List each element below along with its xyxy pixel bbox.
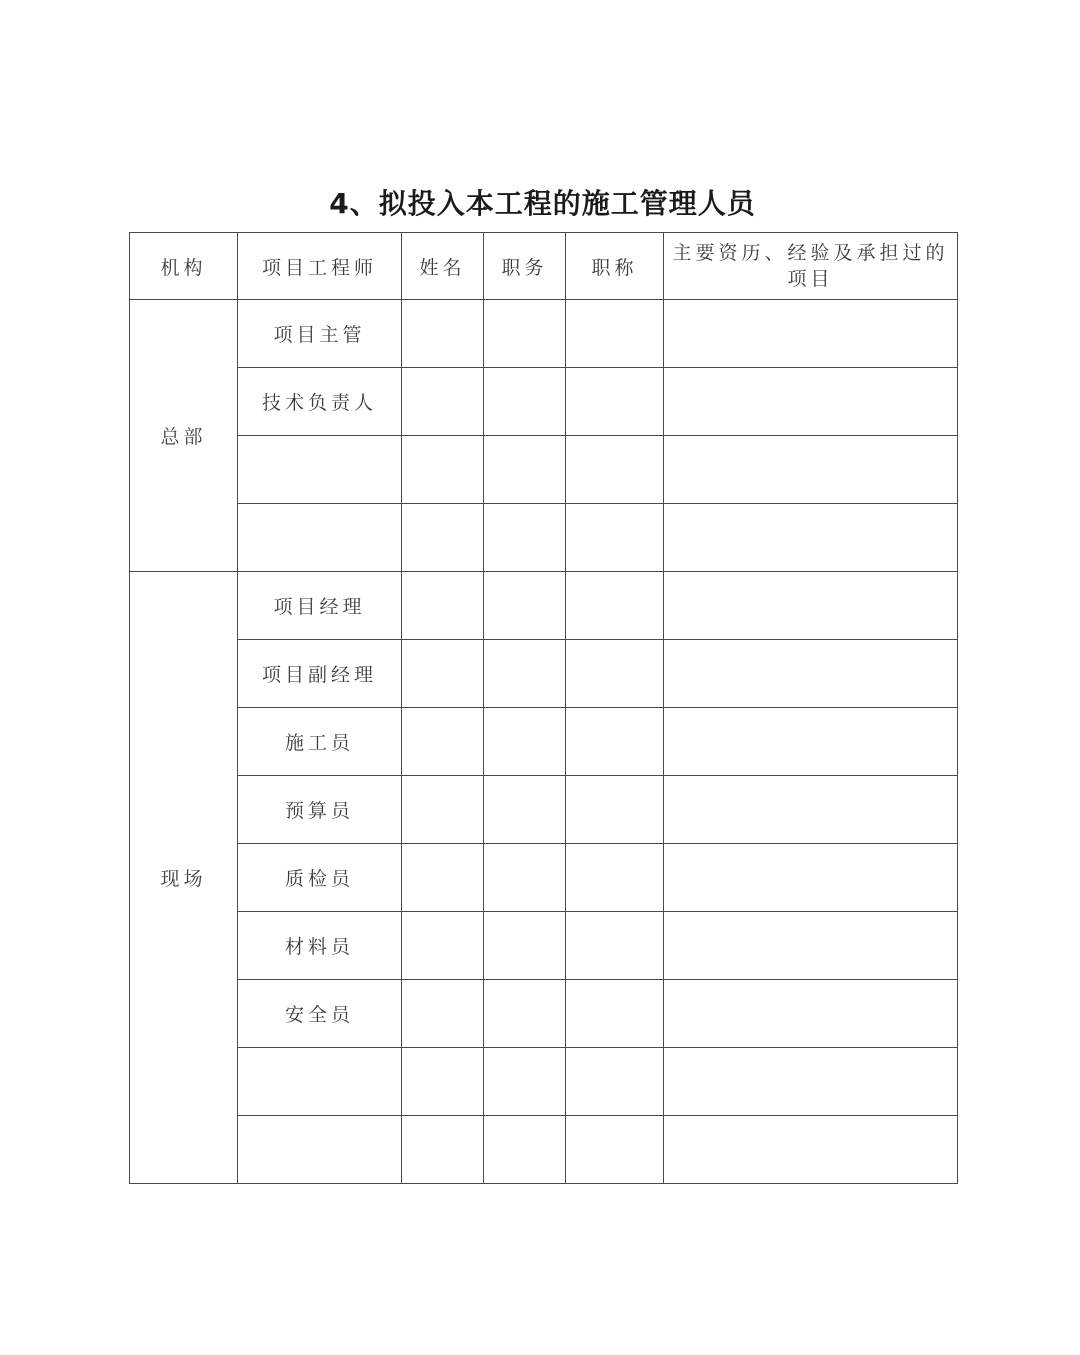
rank-cell[interactable] [566, 368, 664, 436]
role-cell [238, 504, 402, 572]
role-cell [238, 1116, 402, 1184]
name-cell[interactable] [402, 436, 484, 504]
experience-cell[interactable] [664, 980, 958, 1048]
role-cell: 安全员 [238, 980, 402, 1048]
experience-cell[interactable] [664, 368, 958, 436]
role-cell: 施工员 [238, 708, 402, 776]
header-org: 机构 [130, 233, 238, 300]
table-row [130, 912, 958, 980]
name-cell[interactable] [402, 708, 484, 776]
role-cell: 项目主管 [238, 300, 402, 368]
table-row [130, 708, 958, 776]
rank-cell[interactable] [566, 776, 664, 844]
name-cell[interactable] [402, 1048, 484, 1116]
header-engineer: 项目工程师 [238, 233, 402, 300]
name-cell[interactable] [402, 776, 484, 844]
table-row [130, 436, 958, 504]
experience-cell[interactable] [664, 844, 958, 912]
experience-cell[interactable] [664, 1116, 958, 1184]
position-cell[interactable] [484, 436, 566, 504]
role-cell: 项目副经理 [238, 640, 402, 708]
experience-cell[interactable] [664, 572, 958, 640]
table-row [130, 640, 958, 708]
name-cell[interactable] [402, 980, 484, 1048]
position-cell[interactable] [484, 1048, 566, 1116]
table-row [130, 300, 958, 368]
rank-cell[interactable] [566, 300, 664, 368]
role-cell [238, 1048, 402, 1116]
name-cell[interactable] [402, 504, 484, 572]
role-cell: 质检员 [238, 844, 402, 912]
table-row [130, 368, 958, 436]
table-row [130, 980, 958, 1048]
name-cell[interactable] [402, 912, 484, 980]
table-row [130, 776, 958, 844]
rank-cell[interactable] [566, 912, 664, 980]
experience-cell[interactable] [664, 1048, 958, 1116]
rank-cell[interactable] [566, 980, 664, 1048]
role-cell: 材料员 [238, 912, 402, 980]
experience-cell[interactable] [664, 912, 958, 980]
rank-cell[interactable] [566, 436, 664, 504]
experience-cell[interactable] [664, 504, 958, 572]
table-row [130, 572, 958, 640]
page-title: 4、拟投入本工程的施工管理人员 [329, 187, 756, 220]
experience-cell[interactable] [664, 436, 958, 504]
position-cell[interactable] [484, 1116, 566, 1184]
position-cell[interactable] [484, 708, 566, 776]
rank-cell[interactable] [566, 504, 664, 572]
experience-cell[interactable] [664, 708, 958, 776]
name-cell[interactable] [402, 368, 484, 436]
table-row [130, 1116, 958, 1184]
name-cell[interactable] [402, 844, 484, 912]
role-cell [238, 436, 402, 504]
rank-cell[interactable] [566, 1048, 664, 1116]
name-cell[interactable] [402, 300, 484, 368]
position-cell[interactable] [484, 640, 566, 708]
personnel-table [129, 232, 958, 1184]
table-row [130, 504, 958, 572]
header-experience: 主要资历、经验及承担过的项目 [664, 233, 958, 300]
position-cell[interactable] [484, 572, 566, 640]
role-cell: 技术负责人 [238, 368, 402, 436]
rank-cell[interactable] [566, 640, 664, 708]
name-cell[interactable] [402, 640, 484, 708]
header-rank: 职称 [566, 233, 664, 300]
header-row [130, 233, 958, 300]
table-row [130, 1048, 958, 1116]
rank-cell[interactable] [566, 844, 664, 912]
name-cell[interactable] [402, 572, 484, 640]
rank-cell[interactable] [566, 572, 664, 640]
position-cell[interactable] [484, 912, 566, 980]
rank-cell[interactable] [566, 1116, 664, 1184]
org-cell: 现场 [130, 572, 238, 1184]
position-cell[interactable] [484, 504, 566, 572]
experience-cell[interactable] [664, 640, 958, 708]
position-cell[interactable] [484, 368, 566, 436]
position-cell[interactable] [484, 776, 566, 844]
role-cell: 预算员 [238, 776, 402, 844]
position-cell[interactable] [484, 844, 566, 912]
name-cell[interactable] [402, 1116, 484, 1184]
org-cell: 总部 [130, 300, 238, 572]
position-cell[interactable] [484, 300, 566, 368]
rank-cell[interactable] [566, 708, 664, 776]
table-body [130, 300, 958, 1184]
experience-cell[interactable] [664, 300, 958, 368]
role-cell: 项目经理 [238, 572, 402, 640]
position-cell[interactable] [484, 980, 566, 1048]
header-name: 姓名 [402, 233, 484, 300]
experience-cell[interactable] [664, 776, 958, 844]
header-position: 职务 [484, 233, 566, 300]
table-row [130, 844, 958, 912]
